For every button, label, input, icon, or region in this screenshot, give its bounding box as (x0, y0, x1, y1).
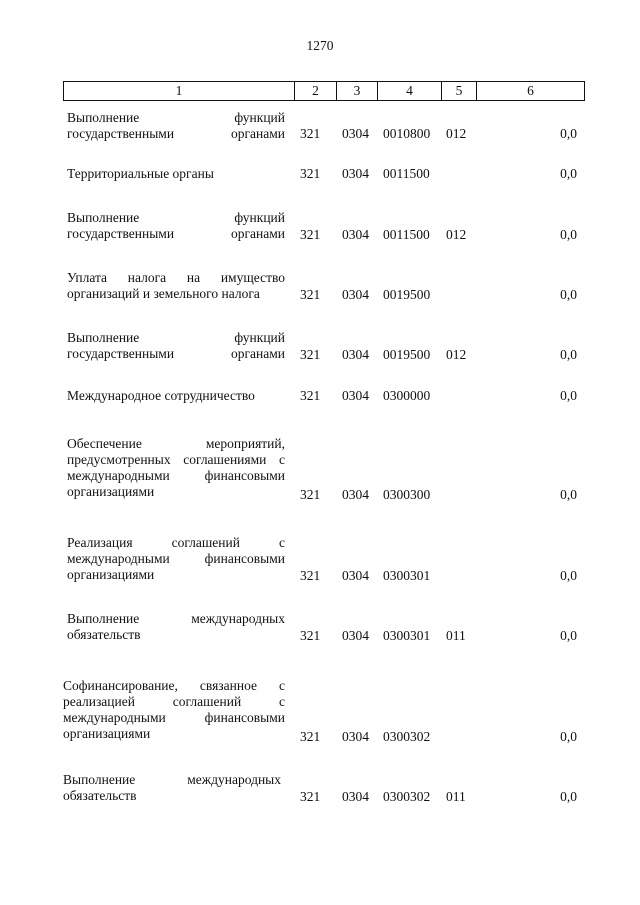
cell-amount: 0,0 (560, 729, 577, 744)
cell-target-article: 0300000 (383, 388, 431, 403)
cell-chapter: 321 (300, 568, 321, 583)
cell-target-article: 0300301 (383, 628, 431, 643)
cell-chapter: 321 (300, 166, 321, 181)
row-description: Софинансирование, связанное с реализацией соглашений с международными финансовыми организациями (63, 678, 285, 741)
cell-expense-type: 012 (446, 347, 467, 362)
cell-target-article: 0300300 (383, 487, 431, 502)
row-description: Выполнение функций государственными органами (67, 110, 285, 141)
cell-section: 0304 (342, 166, 369, 181)
column-header-4: 4 (378, 82, 442, 101)
cell-target-article: 0300301 (383, 568, 431, 583)
cell-target-article: 0300302 (383, 729, 431, 744)
cell-section: 0304 (342, 729, 369, 744)
cell-section: 0304 (342, 347, 369, 362)
row-description: Выполнение международных обязательств (63, 772, 281, 803)
cell-section: 0304 (342, 628, 369, 643)
cell-amount: 0,0 (560, 166, 577, 181)
row-description: Выполнение функций государственными органами (67, 330, 285, 361)
cell-amount: 0,0 (560, 287, 577, 302)
cell-target-article: 0011500 (383, 227, 430, 242)
cell-amount: 0,0 (560, 487, 577, 502)
cell-section: 0304 (342, 568, 369, 583)
page-number: 1270 (306, 38, 334, 53)
cell-amount: 0,0 (560, 227, 577, 242)
cell-chapter: 321 (300, 628, 321, 643)
cell-amount: 0,0 (560, 568, 577, 583)
cell-amount: 0,0 (560, 628, 577, 643)
column-header-table (63, 81, 585, 101)
row-description: Уплата налога на имущество организаций и земельного налога (67, 270, 285, 301)
cell-target-article: 0300302 (383, 789, 431, 804)
cell-section: 0304 (342, 789, 369, 804)
cell-chapter: 321 (300, 126, 321, 141)
cell-expense-type: 011 (446, 628, 466, 643)
cell-chapter: 321 (300, 287, 321, 302)
cell-chapter: 321 (300, 388, 321, 403)
column-header-row (64, 82, 585, 101)
cell-amount: 0,0 (560, 789, 577, 804)
cell-amount: 0,0 (560, 347, 577, 362)
row-description: Выполнение функций государственными органами (67, 210, 285, 241)
cell-chapter: 321 (300, 729, 321, 744)
cell-amount: 0,0 (560, 126, 577, 141)
column-header-1: 1 (64, 82, 295, 101)
column-header-6: 6 (477, 82, 585, 101)
column-header-2: 2 (295, 82, 337, 101)
row-description: Реализация соглашений с международными финансовыми организациями (67, 535, 285, 582)
cell-section: 0304 (342, 388, 369, 403)
cell-section: 0304 (342, 227, 369, 242)
row-description: Международное сотрудничество (67, 388, 255, 403)
cell-section: 0304 (342, 126, 369, 141)
column-header-3: 3 (337, 82, 378, 101)
cell-chapter: 321 (300, 789, 321, 804)
cell-expense-type: 012 (446, 227, 467, 242)
cell-chapter: 321 (300, 347, 321, 362)
cell-expense-type: 011 (446, 789, 466, 804)
cell-target-article: 0010800 (383, 126, 431, 141)
cell-target-article: 0019500 (383, 287, 431, 302)
cell-section: 0304 (342, 487, 369, 502)
row-description: Обеспечение мероприятий, предусмотренных соглашениями с международными финансовыми организациями (67, 436, 285, 499)
cell-amount: 0,0 (560, 388, 577, 403)
cell-section: 0304 (342, 287, 369, 302)
cell-chapter: 321 (300, 487, 321, 502)
column-header-5: 5 (442, 82, 477, 101)
cell-chapter: 321 (300, 227, 321, 242)
row-description: Территориальные органы (67, 166, 214, 181)
row-description: Выполнение международных обязательств (67, 611, 285, 642)
cell-expense-type: 012 (446, 126, 467, 141)
cell-target-article: 0011500 (383, 166, 430, 181)
cell-target-article: 0019500 (383, 347, 431, 362)
